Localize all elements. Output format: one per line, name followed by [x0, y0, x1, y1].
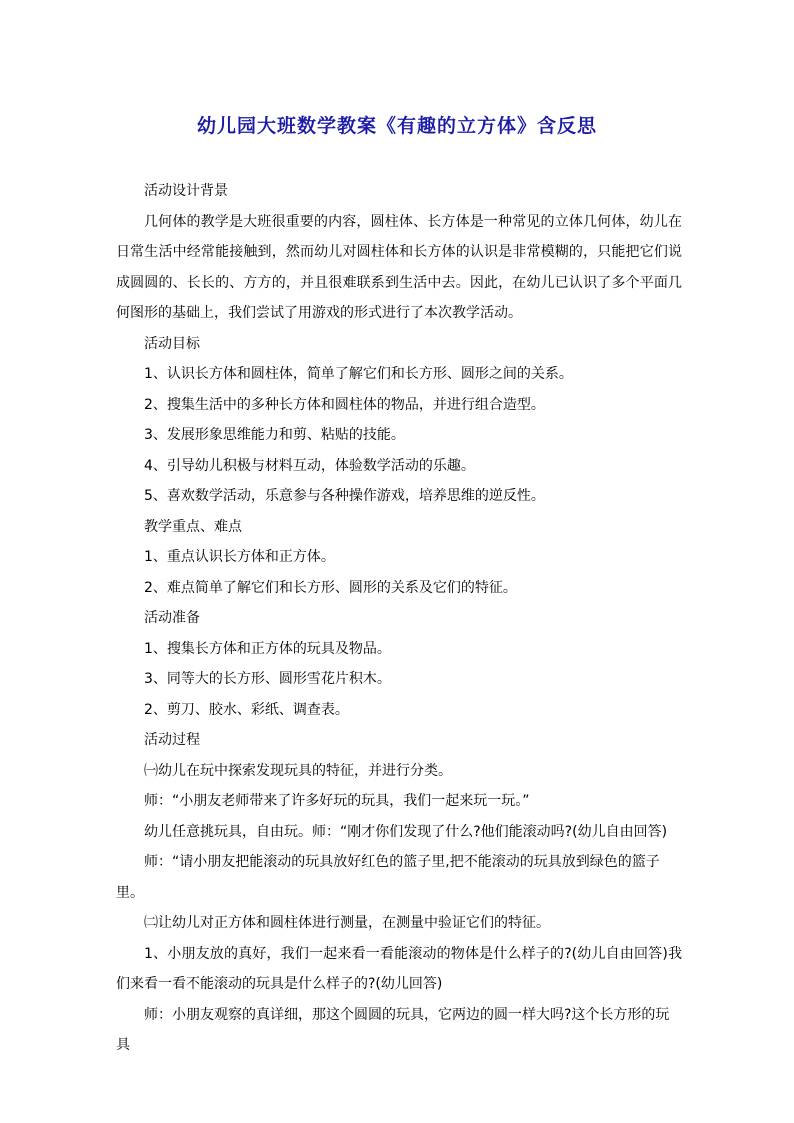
section-heading: 活动准备	[144, 610, 200, 626]
paragraph: ㈡让幼儿对正方体和圆柱体进行测量，在测量中验证它们的特征。	[144, 915, 550, 931]
section-heading: 活动过程	[144, 732, 200, 748]
document-title: 幼儿园大班数学教案《有趣的立方体》含反思	[196, 115, 597, 137]
paragraph: 师：“请小朋友把能滚动的玩具放好红色的篮子里,把不能滚动的玩具放到绿色的篮子里。	[116, 854, 660, 901]
list-item: 1、认识长方体和圆柱体，简单了解它们和长方形、圆形之间的关系。	[144, 366, 573, 382]
list-item: 2、搜集生活中的多种长方体和圆柱体的物品，并进行组合造型。	[144, 396, 545, 413]
paragraph: 几何体的教学是大班很重要的内容，圆柱体、长方体是一种常见的立体几何体，幼儿在日常生活中经常能接触到，然而幼儿对圆柱体和长方体的认识是非常模糊的，只能把它们说成圆圆的、长长的、方方的，并且很难联系到生活中去。因此，在幼儿已认识了多个平面几何图形的基础上，我们尝试了用游戏的形式进行了本次教学活动。	[116, 213, 682, 321]
list-item: 3、发展形象思维能力和剪、粘贴的技能。	[144, 427, 405, 443]
list-item: 1、重点认识长方体和正方体。	[144, 549, 335, 565]
paragraph: 幼儿任意挑玩具，自由玩。师：“刚才你们发现了什么?他们能滚动吗?(幼儿自由回答)	[144, 823, 668, 840]
paragraph: 师：“小朋友老师带来了许多好玩的玩具，我们一起来玩一玩。”	[144, 793, 530, 809]
section-heading: 活动设计背景	[144, 183, 228, 199]
section-heading: 活动目标	[144, 335, 200, 352]
list-item: 3、同等大的长方形、圆形雪花片积木。	[144, 671, 391, 687]
section-heading: 教学重点、难点	[144, 518, 242, 535]
list-item: 2、难点简单了解它们和长方形、圆形的关系及它们的特征。	[144, 579, 517, 596]
list-item: 4、引导幼儿积极与材料互动，体验数学活动的乐趣。	[144, 457, 475, 474]
list-item: 1、搜集长方体和正方体的玩具及物品。	[144, 640, 391, 657]
paragraph: 师：小朋友观察的真详细，那这个圆圆的玩具，它两边的圆一样大吗?这个长方形的玩具	[116, 1006, 670, 1053]
list-item: 5、喜欢数学活动，乐意参与各种操作游戏，培养思维的逆反性。	[144, 488, 545, 504]
list-item: 2、剪刀、胶水、彩纸、调查表。	[144, 701, 349, 718]
paragraph: ㈠幼儿在玩中探索发现玩具的特征，并进行分类。	[144, 762, 452, 779]
document-body	[116, 176, 682, 1061]
paragraph: 1、小朋友放的真好，我们一起来看一看能滚动的物体是什么样子的?(幼儿自由回答)我们来看一看不能滚动的玩具是什么样子的?(幼儿回答)	[116, 945, 682, 992]
